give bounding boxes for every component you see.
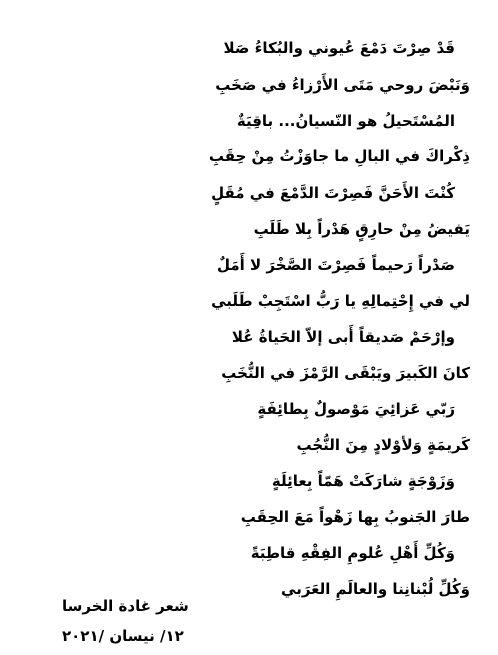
poem-line-4: ذِكْراكَ في البالِ ما جاوَزْتُ مِنْ حِقَبِ bbox=[208, 147, 470, 165]
poem-line-7: صَدْراً رَحيماً فَصِرْتَ الصَّخْرَ لا أَمَلٌ bbox=[217, 256, 455, 274]
poem-line-1: قَدْ صِرْتَ دَمْعَ عُيوني والبُكاءُ صَلا bbox=[223, 39, 455, 57]
poem-line-14: طارَ الجَنوبُ بِها زَهْواً مَعَ الحِقَبِ bbox=[240, 508, 470, 526]
poem-line-6: يَفيضُ مِنْ حارِقٍ هَدْراً بِلا طَلَبِ bbox=[253, 220, 470, 238]
poem-line-10: كانَ الكَبيرَ ويَبْقَى الرَّمْزَ في النُّخَبِ bbox=[221, 364, 470, 382]
poem-line-3: المُسْتَحيلُ هو النّسيانُ... باقِيَةٌ bbox=[236, 112, 455, 130]
poem-signature: شعر غادة الخرسا bbox=[62, 597, 189, 615]
poem-line-2: وَنَبْضَ روحي مَتَى الأَرْزاءُ في صَخَبِ bbox=[215, 76, 470, 94]
poem-line-8: لي في إِحْتِمالِهِ يا رَبُّ اسْتَجِبْ طَلَبي bbox=[211, 292, 470, 310]
poem-line-16: وَكُلِّ لُبْنانِنا والعالَمِ العَرَبي bbox=[281, 580, 470, 598]
poem-line-5: كُنْتَ الأَحَنَّ فَصِرْتَ الدَّمْعَ في مُقَلٍ bbox=[211, 184, 455, 202]
poem-line-13: وَزَوْجَةٍ شارَكَتْ هَمّاً بِعائِلَةٍ bbox=[271, 472, 455, 490]
poem-line-12: كَريمَةٍ وَلأوْلادٍ مِنَ النُّجُبِ bbox=[296, 436, 470, 454]
poem-line-11: رَبّي عَزائِيَ مَوْصولٌ بِطائِفَةٍ bbox=[257, 400, 455, 418]
poem-line-9: وإرْحَمْ صَديقاً أَبى إلاّ الحَياةُ عُلا bbox=[231, 328, 455, 346]
poem-line-15: وَكُلِّ أَهْلِ عُلومِ الفِقْهِ قاطِبَةً bbox=[250, 544, 455, 562]
poem-date: ١٢/ نيسان /٢٠٢١ bbox=[62, 627, 184, 645]
